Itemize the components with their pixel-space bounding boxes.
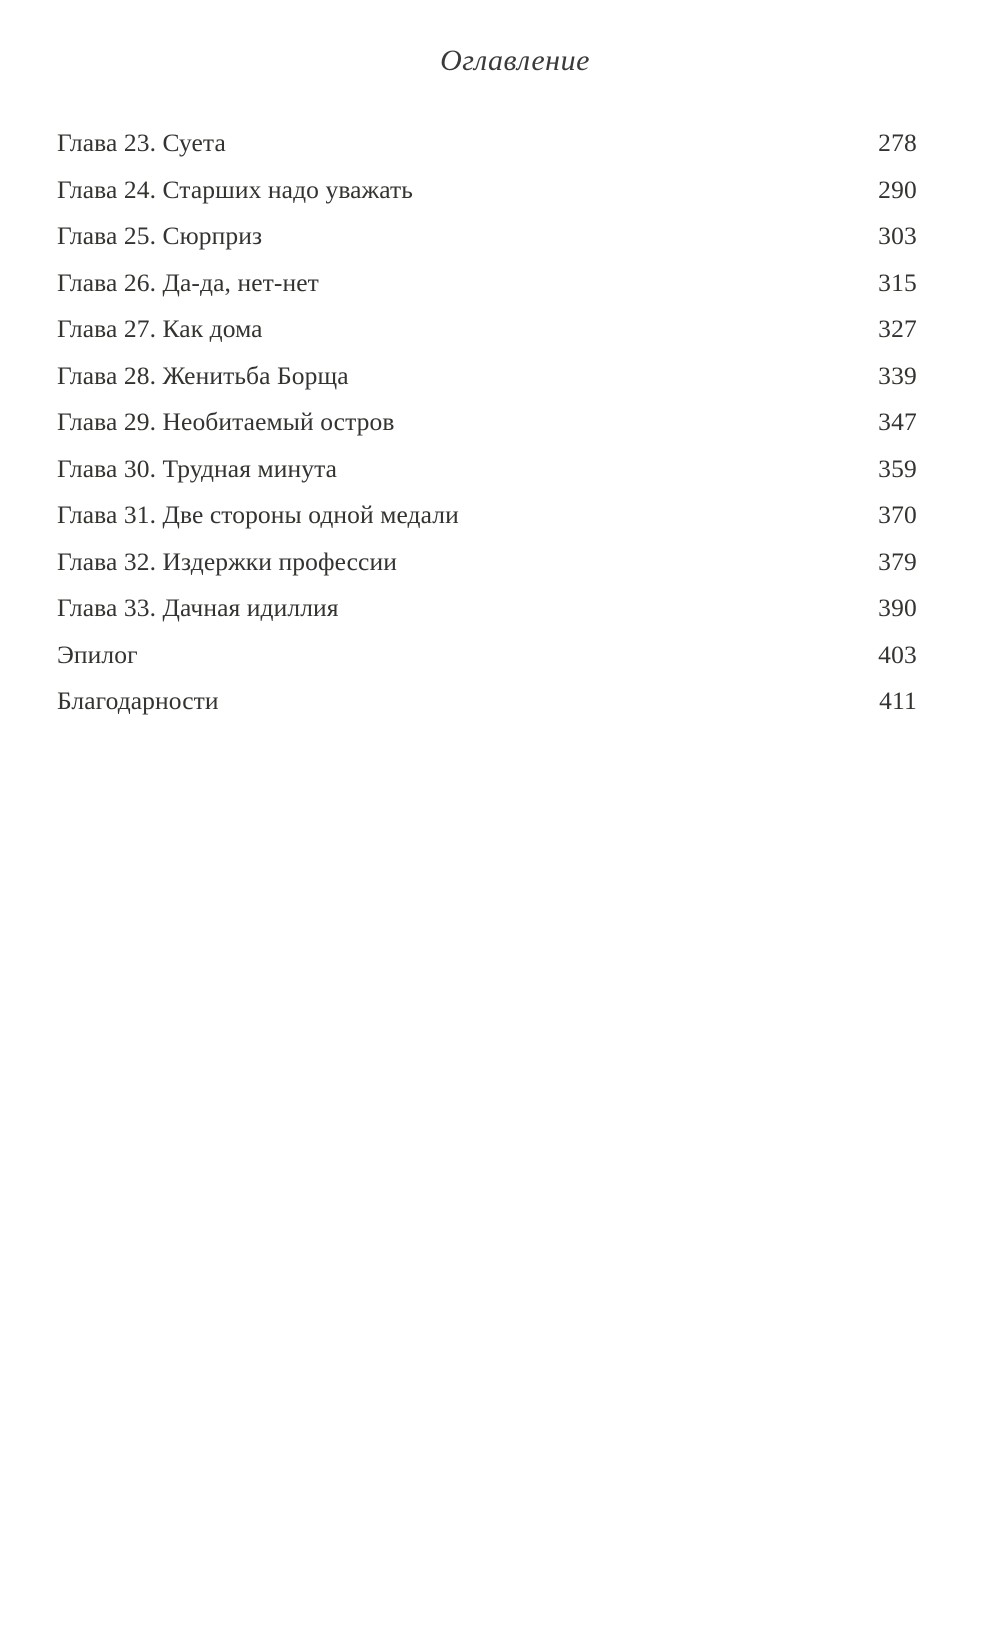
toc-entry-page-number: 411 bbox=[879, 686, 917, 715]
toc-entry-label: Глава 24. Старших надо уважать bbox=[57, 174, 414, 204]
toc-entry-page-number: 390 bbox=[878, 593, 917, 622]
toc-entry-page-number: 278 bbox=[878, 128, 917, 157]
toc-entry[interactable] bbox=[57, 260, 917, 307]
toc-leader-dots bbox=[229, 126, 877, 152]
toc-entry-label: Глава 26. Да-да, нет-нет bbox=[57, 267, 319, 297]
toc-entry-label: Глава 23. Суета bbox=[57, 128, 226, 157]
toc-entry-page-number: 303 bbox=[878, 221, 917, 250]
toc-entry-page-number: 290 bbox=[878, 174, 917, 204]
toc-entry[interactable] bbox=[57, 446, 917, 493]
toc-leader-dots bbox=[340, 451, 877, 477]
toc-entry-page-number: 347 bbox=[878, 407, 917, 436]
toc-entry-page-number: 315 bbox=[878, 267, 917, 297]
toc-leader-dots bbox=[398, 405, 878, 431]
toc-entry[interactable] bbox=[57, 213, 917, 260]
toc-entry-label: Глава 31. Две стороны одной медали bbox=[57, 500, 459, 529]
toc-leader-dots bbox=[322, 265, 877, 291]
toc-leader-dots bbox=[141, 637, 877, 663]
toc-entry[interactable] bbox=[57, 492, 917, 539]
toc-entry[interactable] bbox=[57, 167, 917, 214]
toc-leader-dots bbox=[416, 172, 877, 198]
toc-entry[interactable] bbox=[57, 399, 917, 446]
toc-entry-label: Глава 27. Как дома bbox=[57, 314, 263, 343]
table-of-contents-list bbox=[0, 120, 1000, 725]
toc-entry[interactable] bbox=[57, 120, 917, 167]
toc-entry-label: Глава 28. Женитьба Борща bbox=[57, 360, 349, 390]
toc-entry[interactable] bbox=[57, 632, 917, 679]
toc-entry-label: Эпилог bbox=[57, 639, 138, 669]
toc-leader-dots bbox=[265, 219, 877, 245]
toc-entry[interactable] bbox=[57, 353, 917, 400]
toc-entry-label: Благодарности bbox=[57, 686, 219, 715]
toc-leader-dots bbox=[400, 544, 877, 570]
toc-entry[interactable] bbox=[57, 539, 917, 586]
toc-entry-page-number: 327 bbox=[878, 314, 917, 343]
toc-entry-page-number: 379 bbox=[878, 546, 917, 576]
toc-entry-page-number: 370 bbox=[878, 500, 917, 529]
toc-entry[interactable] bbox=[57, 306, 917, 353]
toc-entry-label: Глава 32. Издержки профессии bbox=[57, 546, 397, 576]
page-title: Оглавление bbox=[440, 44, 590, 77]
toc-leader-dots bbox=[342, 591, 878, 617]
toc-entry[interactable] bbox=[57, 585, 917, 632]
toc-entry-page-number: 359 bbox=[878, 453, 917, 483]
toc-entry-page-number: 403 bbox=[878, 639, 917, 669]
toc-leader-dots bbox=[462, 498, 877, 524]
toc-entry-label: Глава 33. Дачная идиллия bbox=[57, 593, 339, 622]
toc-leader-dots bbox=[352, 358, 878, 384]
toc-entry-page-number: 339 bbox=[878, 360, 917, 390]
toc-leader-dots bbox=[266, 312, 878, 338]
toc-leader-dots bbox=[222, 684, 878, 710]
toc-entry[interactable] bbox=[57, 678, 917, 725]
toc-entry-label: Глава 25. Сюрприз bbox=[57, 221, 263, 250]
toc-entry-label: Глава 29. Необитаемый остров bbox=[57, 407, 395, 436]
toc-entry-label: Глава 30. Трудная минута bbox=[57, 453, 338, 483]
